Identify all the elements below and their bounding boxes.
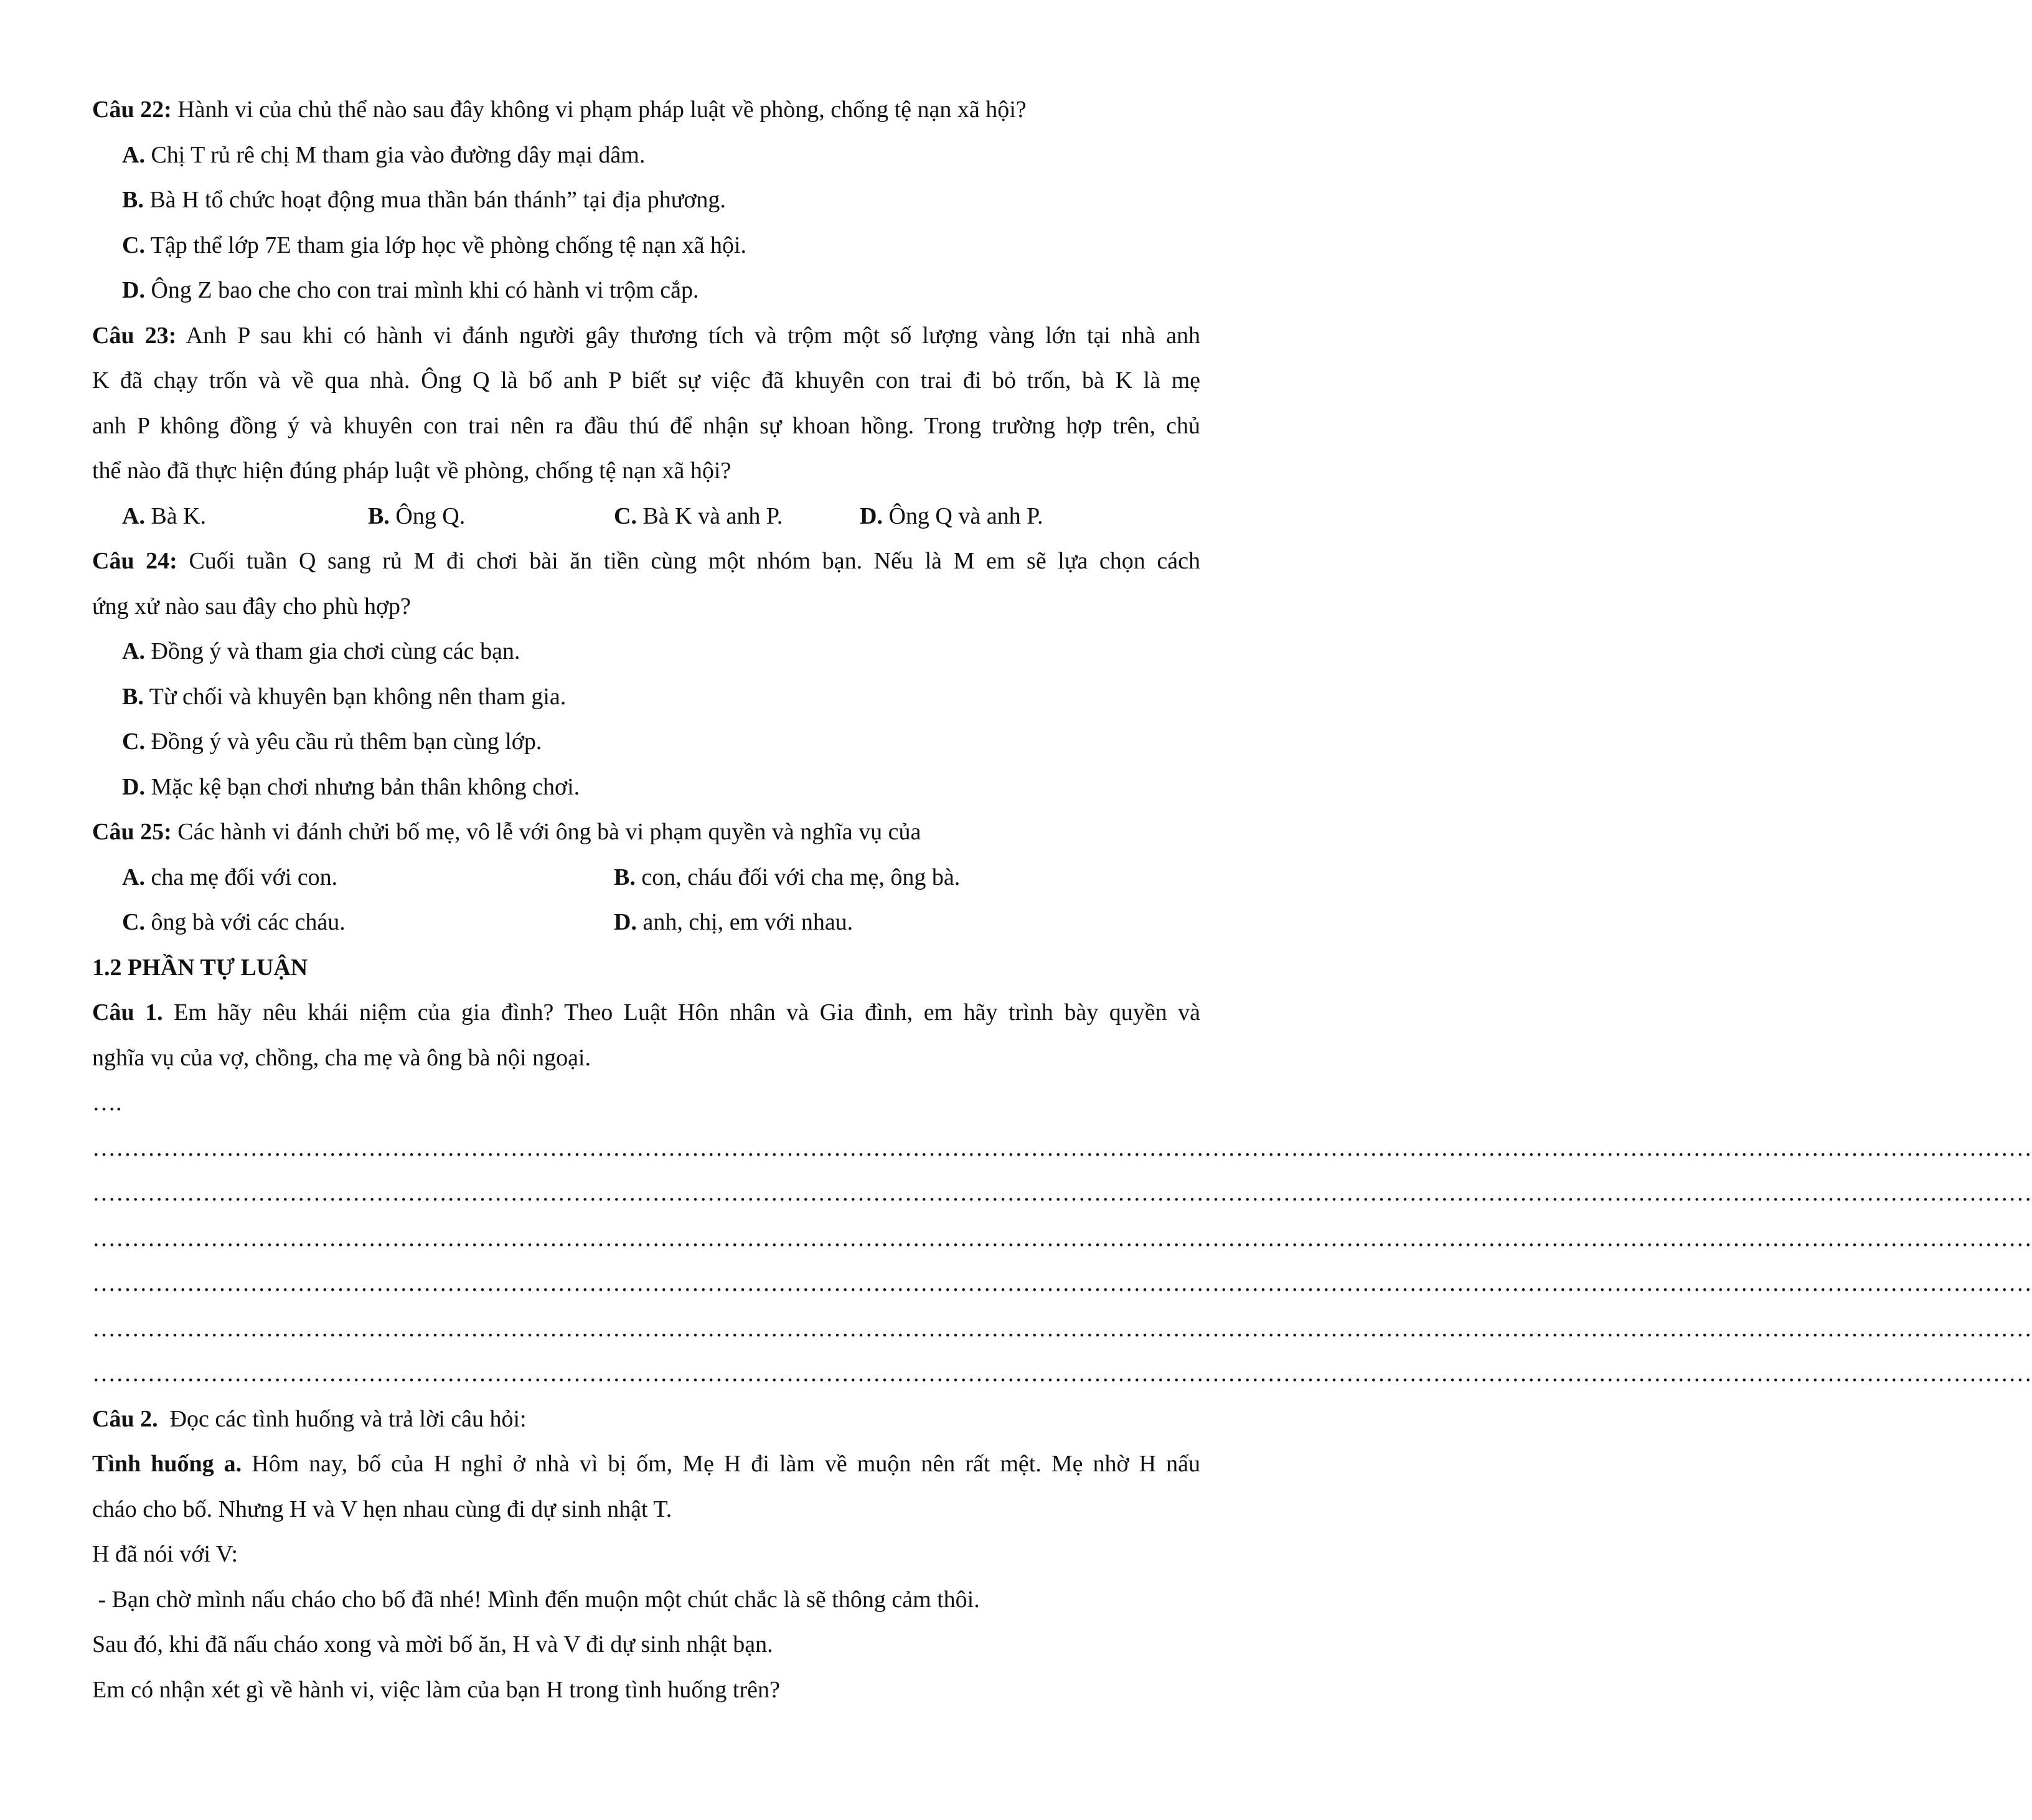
option-b [92, 674, 1200, 720]
situation-paragraph: H đã nói với V: [92, 1541, 238, 1567]
situation-a-line-1 [92, 1441, 1200, 1487]
question-label: Câu 24: [92, 548, 177, 574]
option-d [860, 494, 1106, 539]
question-label: Câu 25: [92, 819, 172, 845]
option-text: Mặc kệ bạn chơi nhưng bản thân không chơi. [144, 773, 580, 800]
question-text: Các hành vi đánh chửi bố mẹ, vô lễ với ông bà vi phạm quyền và nghĩa vụ của [171, 819, 921, 845]
situation-dialogue: - Bạn chờ mình nấu cháo cho bố đã nhé! Mình đến muộn một chút chắc là sẽ thông cảm thôi. [92, 1586, 980, 1613]
question-text: Em hãy nêu khái niệm của gia đình? Theo Luật Hôn nhân và Gia đình, em hãy trình bày quyền và [162, 999, 1200, 1026]
option-a [92, 133, 1200, 178]
option-b [614, 855, 1106, 900]
option-text: Bà K và anh P. [636, 502, 783, 529]
option-key: A. [122, 141, 145, 168]
option-text: cha mẹ đối với con. [144, 864, 338, 890]
option-text: Đồng ý và tham gia chơi cùng các bạn. [144, 638, 520, 664]
answer-line: ………………………………………………………………………………………………………………………………………………………………………………………………………………………… [92, 1360, 2032, 1387]
option-key: C. [122, 232, 145, 258]
question-23-options [92, 494, 1200, 539]
answer-line: ………………………………………………………………………………………………………………………………………………………………………………………………………………………… [92, 1315, 2032, 1342]
option-d [92, 765, 1200, 810]
situation-question: Em có nhận xét gì về hành vi, việc làm của bạn H trong tình huống trên? [92, 1676, 780, 1703]
option-text: Bà H tổ chức hoạt động mua thần bán thánh” tại địa phương. [143, 187, 726, 213]
option-a [122, 855, 614, 900]
option-key: D. [122, 277, 145, 303]
option-c [122, 900, 614, 945]
option-key: C. [122, 909, 145, 935]
answer-line: ………………………………………………………………………………………………………………………………………………………………………………………………………………………… [92, 1134, 2032, 1161]
option-text: Ông Q. [389, 502, 466, 529]
option-b [92, 177, 1200, 223]
option-text: Ông Q và anh P. [882, 502, 1043, 529]
exam-page [92, 87, 2032, 1712]
situation-text: Hôm nay, bố của H nghỉ ở nhà vì bị ốm, Mẹ H đi làm về muộn nên rất mệt. Mẹ nhờ H nấu [242, 1451, 1200, 1477]
question-label: Câu 23: [92, 322, 177, 349]
option-text: con, cháu đối với cha mẹ, ông bà. [635, 864, 961, 890]
answer-line: ………………………………………………………………………………………………………………………………………………………………………………………………………………………… [92, 1270, 2032, 1296]
essay-1-line-1 [92, 990, 1200, 1035]
question-23-line-3: anh P không đồng ý và khuyên con trai nên ra đầu thú để nhận sự khoan hồng. Trong trường hợp trên, chủ [92, 412, 1200, 439]
answer-line: ………………………………………………………………………………………………………………………………………………………………………………………………………………………… [92, 1225, 2032, 1252]
option-text: Đồng ý và yêu cầu rủ thêm bạn cùng lớp. [144, 728, 542, 755]
essay-2 [92, 1397, 1200, 1442]
option-key: C. [614, 502, 637, 529]
question-label: Câu 1. [92, 999, 163, 1026]
question-label: Câu 22: [92, 97, 172, 123]
option-c [614, 494, 860, 539]
question-22 [92, 87, 1200, 133]
situation-a-line-2: cháo cho bố. Nhưng H và V hẹn nhau cùng đi dự sinh nhật T. [92, 1496, 672, 1522]
option-key: B. [368, 502, 390, 529]
question-label: Câu 2. [92, 1405, 158, 1432]
option-a [92, 629, 1200, 674]
option-key: D. [122, 773, 145, 800]
situation-label: Tình huống a. [92, 1451, 242, 1477]
option-d [614, 900, 1106, 945]
option-key: A. [122, 638, 145, 664]
option-key: A. [122, 502, 145, 529]
option-c [92, 223, 1200, 268]
question-23-line-1 [92, 313, 1200, 359]
option-key: D. [860, 502, 883, 529]
question-24-line-1 [92, 539, 1200, 584]
option-text: Chị T rủ rê chị M tham gia vào đường dây mại dâm. [144, 141, 646, 168]
option-key: C. [122, 728, 145, 755]
question-25-options-row-2 [92, 900, 1200, 945]
situation-paragraph: Sau đó, khi đã nấu cháo xong và mời bố ăn, H và V đi dự sinh nhật bạn. [92, 1631, 773, 1657]
option-text: Từ chối và khuyên bạn không nên tham gia. [143, 683, 567, 710]
question-23-line-2: K đã chạy trốn và về qua nhà. Ông Q là bố anh P biết sự việc đã khuyên con trai đi bỏ trốn, bà K là mẹ [92, 367, 1200, 394]
question-25-options-row-1 [92, 855, 1200, 900]
essay-1-line-2: nghĩa vụ của vợ, chồng, cha mẹ và ông bà nội ngoại. [92, 1044, 591, 1071]
option-text: Tập thể lớp 7E tham gia lớp học về phòng chống tệ nạn xã hội. [144, 232, 747, 258]
question-text: Anh P sau khi có hành vi đánh người gây thương tích và trộm một số lượng vàng lớn tại nhà anh [176, 322, 1200, 349]
question-25 [92, 809, 1200, 855]
question-23-line-4: thể nào đã thực hiện đúng pháp luật về phòng, chống tệ nạn xã hội? [92, 458, 731, 484]
answer-line: ………………………………………………………………………………………………………………………………………………………………………………………………………………………… [92, 1180, 2032, 1206]
question-text: Đọc các tình huống và trả lời câu hỏi: [158, 1405, 527, 1432]
question-text: Hành vi của chủ thể nào sau đây không vi phạm pháp luật về phòng, chống tệ nạn xã hội? [171, 97, 1027, 123]
question-text: Cuối tuần Q sang rủ M đi chơi bài ăn tiền cùng một nhóm bạn. Nếu là M em sẽ lựa chọn cách [177, 548, 1201, 574]
option-key: B. [122, 187, 144, 213]
option-d [92, 268, 1200, 313]
option-key: B. [614, 864, 636, 890]
option-key: D. [614, 909, 637, 935]
option-key: A. [122, 864, 145, 890]
question-24-line-2: ứng xử nào sau đây cho phù hợp? [92, 593, 411, 620]
option-key: B. [122, 683, 144, 710]
option-c [92, 719, 1200, 765]
option-b [368, 494, 614, 539]
option-text: anh, chị, em với nhau. [636, 909, 854, 935]
option-a [122, 494, 368, 539]
option-text: Bà K. [144, 502, 207, 529]
option-text: ông bà với các cháu. [144, 909, 346, 935]
answer-dots-short: …. [92, 1090, 122, 1116]
option-text: Ông Z bao che cho con trai mình khi có hành vi trộm cắp. [144, 277, 699, 303]
section-title: 1.2 PHẦN TỰ LUẬN [92, 954, 308, 981]
